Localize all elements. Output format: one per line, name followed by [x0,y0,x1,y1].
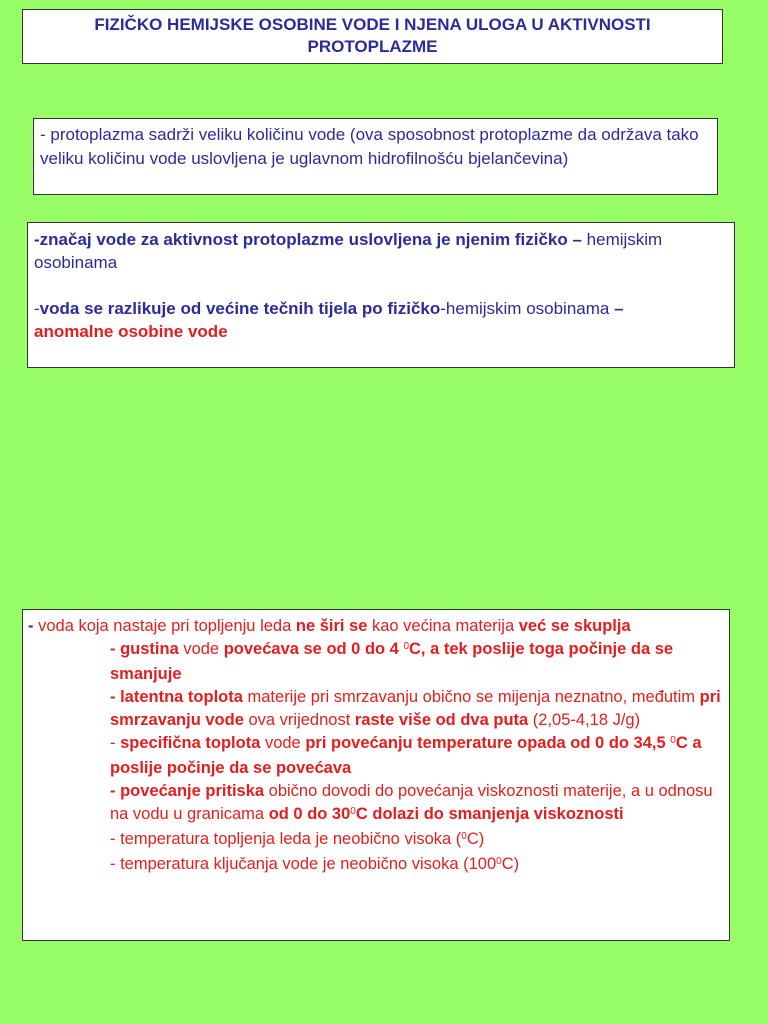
anomalne-dash-end: – [609,299,624,318]
voda-box [22,609,730,941]
page-title-line2: PROTOPLAZME [307,37,438,56]
l7-b: C) [501,855,520,873]
l2-d: C, a tek poslije toga počinje da se smanjuje [110,640,674,683]
l3-c: pri smrzavanju vode [110,688,721,729]
l5-d: C dolazi do smanjenja viskoznosti [355,805,624,823]
anomalne-osobine-heading: anomalne osobine vode [34,322,228,341]
l5-a: - povećanje pritiska [110,782,265,800]
voda-line-latentna [28,686,724,732]
l4-d: pri povećanju temperature opada od 0 do 34,5 [305,734,671,752]
l3-f: (2,05-4,18 J/g) [528,711,641,729]
l1-dash: - [28,617,39,635]
anomalne-paragraph [34,297,728,343]
voda-line-pritisak [28,780,724,828]
l4-c: vode [260,734,306,752]
l6-a: - temperatura topljenja leda je neobično visoka ( [110,830,462,848]
anomalne-bold-text: voda se razlikuje od većine tečnih tijela po fizičko [39,299,441,318]
voda-line-1 [28,615,724,638]
l6-b: C) [466,830,485,848]
l4-b: specifična toplota [120,734,261,752]
l2-b: vode [178,640,224,658]
l7-sup: 0 [496,855,502,867]
l3-d: ova vrijednost [243,711,355,729]
l2-a: - gustina [110,640,179,658]
znacaj-box [27,222,735,368]
l3-a: - latentna toplota [110,688,243,706]
l3-b: materije pri smrzavanju obično se mijenja neznatno, međutim [242,688,700,706]
l4-e: C a poslije počinje da se povećava [110,734,702,777]
l7-a: - temperatura ključanja vode je neobično visoka (100 [110,855,497,873]
l1-c: kao većina materija [367,617,519,635]
anomalne-normal-text: -hemijskim osobinama [440,299,610,318]
protoplazma-box [33,118,718,195]
protoplazma-text: - protoplazma sadrži veliku količinu vode (ova sposobnost protoplazme da održava tako veliku količinu vode uslovljena je uglavnom hidrofilnošću bjelančevina) [40,125,699,168]
title-box [22,9,723,64]
l1-b: ne širi se [295,617,368,635]
anomalne-dash: - [34,299,40,318]
l5-c: od 0 do 30 [268,805,351,823]
znacaj-paragraph [34,228,728,274]
l2-sup: 0 [403,640,410,652]
l1-a: voda koja nastaje pri topljenju leda [38,617,296,635]
l3-e: raste više od dva puta [354,711,529,729]
voda-line-kljucanje [28,853,724,878]
voda-line-topljenje [28,828,724,853]
l1-d: već se skuplja [518,617,631,635]
voda-line-gustina [28,638,724,686]
voda-line-specificna [28,732,724,780]
l4-a: - [110,734,121,752]
l6-sup: 0 [461,830,467,842]
l5-b: obično dovodi do povećanja viskoznosti materije, a u odnosu na vodu u granicama [110,782,713,823]
znacaj-bold-text: -značaj vode za aktivnost protoplazme uslovljena je njenim fizičko – [34,230,582,249]
l2-c: povećava se od 0 do 4 [223,640,404,658]
l5-sup: 0 [350,805,356,817]
page-title-line1: FIZIČKO HEMIJSKE OSOBINE VODE I NJENA ULOGA U AKTIVNOSTI [94,15,651,34]
l4-sup: 0 [670,734,676,746]
znacaj-normal-text: hemijskim osobinama [34,230,663,272]
